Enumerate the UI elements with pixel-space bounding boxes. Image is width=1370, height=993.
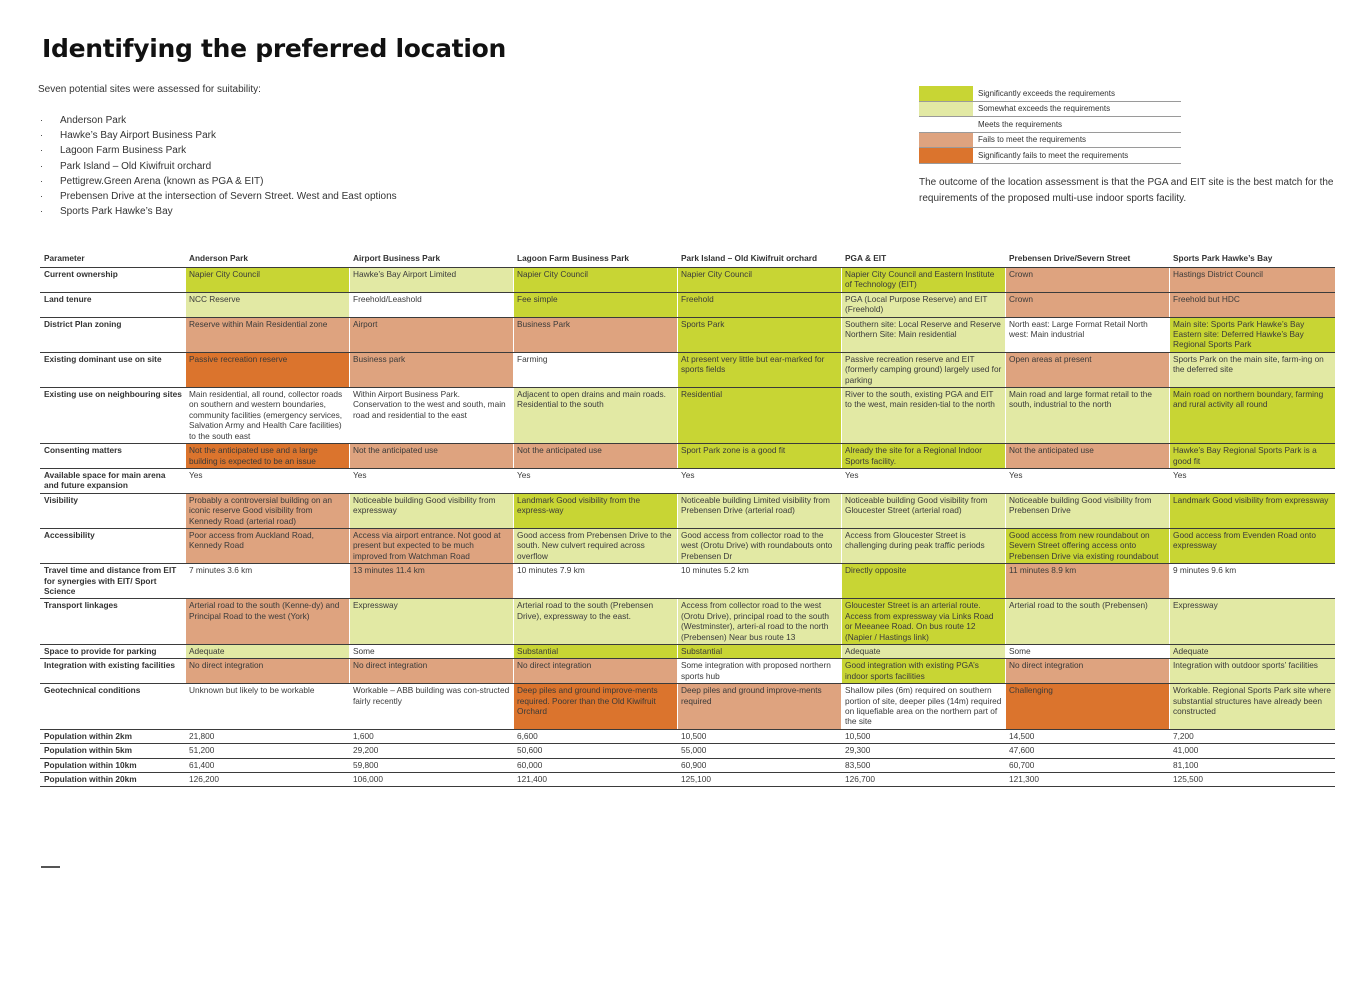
legend-swatch xyxy=(919,101,973,117)
assessment-cell: Shallow piles (6m) required on southern portion of site, deeper piles (14m) required on liquefiable area on the northern part of the site xyxy=(842,684,1006,730)
assessment-cell: 13 minutes 11.4 km xyxy=(350,564,514,599)
assessment-cell: PGA (Local Purpose Reserve) and EIT (Freehold) xyxy=(842,292,1006,317)
assessment-cell: 7,200 xyxy=(1170,729,1335,743)
parameter-cell: Existing use on neighbouring sites xyxy=(41,388,186,444)
assessment-cell: Adequate xyxy=(1170,645,1335,659)
footer-rule xyxy=(41,866,60,868)
header-parameter: Parameter xyxy=(41,250,186,268)
legend-swatch xyxy=(919,132,973,148)
parameter-cell: Space to provide for parking xyxy=(41,645,186,659)
parameter-cell: Transport linkages xyxy=(41,599,186,645)
assessment-cell: 51,200 xyxy=(186,744,350,758)
parameter-cell: Available space for main arena and future expansion xyxy=(41,468,186,493)
site-list-item xyxy=(40,175,397,190)
assessment-cell: Hastings District Council xyxy=(1170,268,1335,293)
assessment-cell: Yes xyxy=(186,468,350,493)
header-site: Prebensen Drive/Severn Street xyxy=(1006,250,1170,268)
assessment-cell: Noticeable building Limited visibility from Prebensen Drive (arterial road) xyxy=(678,493,842,528)
legend-row xyxy=(919,148,1181,164)
assessment-cell: Arterial road to the south (Prebensen Drive), expressway to the east. xyxy=(514,599,678,645)
assessment-cell: Access from collector road to the west (Orotu Drive), principal road to the south (Westminster), arteri-al road to the north (Prebensen) Near bus route 13 xyxy=(678,599,842,645)
parameter-cell: Population within 20km xyxy=(41,773,186,787)
assessment-table xyxy=(40,250,1335,787)
assessment-cell: 50,600 xyxy=(514,744,678,758)
table-row xyxy=(41,599,1335,645)
site-list xyxy=(40,114,397,220)
legend-label: Meets the requirements xyxy=(973,117,1181,133)
assessment-cell: No direct integration xyxy=(350,659,514,684)
assessment-cell: Sport Park zone is a good fit xyxy=(678,444,842,469)
assessment-cell: At present very little but ear-marked for sports fields xyxy=(678,352,842,387)
assessment-cell: Main site: Sports Park Hawke’s Bay Eastern site: Deferred Hawke’s Bay Regional Sports Park xyxy=(1170,317,1335,352)
assessment-cell: Freehold xyxy=(678,292,842,317)
assessment-cell: Arterial road to the south (Prebensen) xyxy=(1006,599,1170,645)
assessment-cell: Directly opposite xyxy=(842,564,1006,599)
assessment-cell: Workable. Regional Sports Park site where substantial structures have already been constructed xyxy=(1170,684,1335,730)
assessment-cell: Adequate xyxy=(842,645,1006,659)
assessment-cell: Passive recreation reserve and EIT (formerly camping ground) largely used for parking xyxy=(842,352,1006,387)
assessment-cell: Good access from new roundabout on Severn Street offering access onto Prebensen Drive via existing roundabout xyxy=(1006,528,1170,563)
assessment-cell: Southern site: Local Reserve and Reserve Northern Site: Main residential xyxy=(842,317,1006,352)
assessment-cell: Some xyxy=(350,645,514,659)
assessment-cell: Main residential, all round, collector roads on southern and western boundaries, community facilities (emergency services, Salvation Army and Health Care facilities) to the south east xyxy=(186,388,350,444)
parameter-cell: Consenting matters xyxy=(41,444,186,469)
assessment-cell: Yes xyxy=(842,468,1006,493)
assessment-cell: 126,700 xyxy=(842,773,1006,787)
table-row xyxy=(41,645,1335,659)
assessment-cell: Gloucester Street is an arterial route. Access from expressway via Links Road or Meeanee Road. On bus route 12 (Napier / Hastings link) xyxy=(842,599,1006,645)
parameter-cell: Existing dominant use on site xyxy=(41,352,186,387)
assessment-cell: Not the anticipated use xyxy=(350,444,514,469)
site-name: Park Island – Old Kiwifruit orchard xyxy=(60,160,212,172)
legend-row xyxy=(919,86,1181,101)
legend-swatch xyxy=(919,117,973,133)
assessment-cell: Yes xyxy=(1170,468,1335,493)
assessment-cell: Sports Park on the main site, farm-ing on the deferred site xyxy=(1170,352,1335,387)
bullet-mark: · xyxy=(40,190,43,201)
assessment-cell: 55,000 xyxy=(678,744,842,758)
assessment-cell: Workable – ABB building was con-structed fairly recently xyxy=(350,684,514,730)
assessment-cell: Substantial xyxy=(678,645,842,659)
legend-row xyxy=(919,117,1181,133)
table-row xyxy=(41,292,1335,317)
assessment-cell: 9 minutes 9.6 km xyxy=(1170,564,1335,599)
assessment-cell: Fee simple xyxy=(514,292,678,317)
assessment-cell: Adequate xyxy=(186,645,350,659)
assessment-cell: Sports Park xyxy=(678,317,842,352)
assessment-cell: 29,200 xyxy=(350,744,514,758)
assessment-cell: Access via airport entrance. Not good at present but expected to be much improved from Watchman Road xyxy=(350,528,514,563)
assessment-cell: 121,300 xyxy=(1006,773,1170,787)
site-name: Prebensen Drive at the intersection of Severn Street. West and East options xyxy=(60,190,397,202)
assessment-cell: Airport xyxy=(350,317,514,352)
outcome-text: The outcome of the location assessment is that the PGA and EIT site is the best match for the requirements of the proposed multi-use indoor sports facility. xyxy=(919,177,1334,204)
assessment-cell: Probably a controversial building on an iconic reserve Good visibility from Kennedy Road (arterial road) xyxy=(186,493,350,528)
header-site: Park Island – Old Kiwifruit orchard xyxy=(678,250,842,268)
assessment-cell: 60,000 xyxy=(514,758,678,772)
assessment-cell: 41,000 xyxy=(1170,744,1335,758)
assessment-cell: Business park xyxy=(350,352,514,387)
assessment-cell: Crown xyxy=(1006,292,1170,317)
assessment-cell: 11 minutes 8.9 km xyxy=(1006,564,1170,599)
bullet-mark: · xyxy=(40,115,43,125)
bullet-mark: · xyxy=(40,160,43,171)
legend-label: Significantly exceeds the requirements xyxy=(973,86,1181,101)
parameter-cell: Travel time and distance from EIT for synergies with EIT/ Sport Science xyxy=(41,564,186,599)
site-list-item xyxy=(40,205,397,220)
assessment-cell: Freehold but HDC xyxy=(1170,292,1335,317)
assessment-cell: 61,400 xyxy=(186,758,350,772)
header-site: Airport Business Park xyxy=(350,250,514,268)
assessment-cell: Farming xyxy=(514,352,678,387)
assessment-cell: 10 minutes 5.2 km xyxy=(678,564,842,599)
assessment-cell: Napier City Council xyxy=(514,268,678,293)
legend-label: Fails to meet the requirements xyxy=(973,132,1181,148)
parameter-cell: Geotechnical conditions xyxy=(41,684,186,730)
assessment-cell: No direct integration xyxy=(1006,659,1170,684)
assessment-cell: Expressway xyxy=(350,599,514,645)
assessment-cell: Good access from Evenden Road onto expressway xyxy=(1170,528,1335,563)
assessment-cell: 10,500 xyxy=(678,729,842,743)
table-row xyxy=(41,564,1335,599)
assessment-cell: Landmark Good visibility from expressway xyxy=(1170,493,1335,528)
assessment-cell: 83,500 xyxy=(842,758,1006,772)
assessment-cell: Good integration with existing PGA’s indoor sports facilities xyxy=(842,659,1006,684)
rating-legend xyxy=(919,86,1181,164)
header-site: Lagoon Farm Business Park xyxy=(514,250,678,268)
parameter-cell: Population within 5km xyxy=(41,744,186,758)
site-list-item xyxy=(40,114,397,129)
assessment-cell: Crown xyxy=(1006,268,1170,293)
parameter-cell: Integration with existing facilities xyxy=(41,659,186,684)
assessment-cell: 125,100 xyxy=(678,773,842,787)
assessment-cell: Freehold/Leashold xyxy=(350,292,514,317)
legend-label: Significantly fails to meet the requirements xyxy=(973,148,1181,164)
assessment-cell: 81,100 xyxy=(1170,758,1335,772)
assessment-cell: No direct integration xyxy=(186,659,350,684)
bullet-mark: · xyxy=(40,145,43,156)
parameter-cell: Population within 2km xyxy=(41,729,186,743)
assessment-cell: 21,800 xyxy=(186,729,350,743)
bullet-mark: · xyxy=(40,130,43,141)
assessment-cell: 60,900 xyxy=(678,758,842,772)
table-row xyxy=(41,444,1335,469)
site-name: Hawke’s Bay Airport Business Park xyxy=(60,130,216,142)
assessment-cell: Expressway xyxy=(1170,599,1335,645)
assessment-cell: Access from Gloucester Street is challenging during peak traffic periods xyxy=(842,528,1006,563)
assessment-cell: Yes xyxy=(350,468,514,493)
site-list-item xyxy=(40,190,397,205)
legend-row xyxy=(919,101,1181,117)
table-row xyxy=(41,659,1335,684)
table-row xyxy=(41,528,1335,563)
assessment-cell: Napier City Council xyxy=(186,268,350,293)
assessment-cell: Not the anticipated use and a large building is expected to be an issue xyxy=(186,444,350,469)
table-row xyxy=(41,684,1335,730)
site-name: Pettigrew.Green Arena (known as PGA & EIT) xyxy=(60,175,264,187)
assessment-cell: Noticeable building Good visibility from Prebensen Drive xyxy=(1006,493,1170,528)
header-site: Anderson Park xyxy=(186,250,350,268)
parameter-cell: Land tenure xyxy=(41,292,186,317)
assessment-cell: Business Park xyxy=(514,317,678,352)
assessment-cell: 47,600 xyxy=(1006,744,1170,758)
assessment-cell: Hawke’s Bay Regional Sports Park is a good fit xyxy=(1170,444,1335,469)
assessment-cell: Good access from Prebensen Drive to the south. New culvert required across overflow xyxy=(514,528,678,563)
table-row xyxy=(41,493,1335,528)
assessment-cell: Hawke’s Bay Airport Limited xyxy=(350,268,514,293)
assessment-cell: Yes xyxy=(514,468,678,493)
assessment-cell: Residential xyxy=(678,388,842,444)
parameter-cell: District Plan zoning xyxy=(41,317,186,352)
parameter-cell: Accessibility xyxy=(41,528,186,563)
assessment-cell: Poor access from Auckland Road, Kennedy Road xyxy=(186,528,350,563)
legend-swatch xyxy=(919,148,973,164)
assessment-cell: Not the anticipated use xyxy=(514,444,678,469)
assessment-cell: Main road and large format retail to the south, industrial to the north xyxy=(1006,388,1170,444)
site-list-item xyxy=(40,144,397,159)
assessment-cell: 14,500 xyxy=(1006,729,1170,743)
legend-swatch xyxy=(919,86,973,101)
bullet-mark: · xyxy=(40,206,43,217)
table-row xyxy=(41,388,1335,444)
assessment-cell: Challenging xyxy=(1006,684,1170,730)
assessment-cell: Adjacent to open drains and main roads. Residential to the south xyxy=(514,388,678,444)
assessment-cell: Landmark Good visibility from the express-way xyxy=(514,493,678,528)
assessment-cell: Already the site for a Regional Indoor Sports facility. xyxy=(842,444,1006,469)
assessment-cell: Napier City Council and Eastern Institute of Technology (EIT) xyxy=(842,268,1006,293)
assessment-cell: Yes xyxy=(1006,468,1170,493)
assessment-cell: Main road on northern boundary, farming and rural activity all round xyxy=(1170,388,1335,444)
parameter-cell: Visibility xyxy=(41,493,186,528)
assessment-cell: 60,700 xyxy=(1006,758,1170,772)
assessment-cell: Good access from collector road to the west (Orotu Drive) with roundabouts onto Prebensen Dr xyxy=(678,528,842,563)
assessment-cell: North east: Large Format Retail North west: Main industrial xyxy=(1006,317,1170,352)
assessment-cell: 1,600 xyxy=(350,729,514,743)
header-site: PGA & EIT xyxy=(842,250,1006,268)
table-row xyxy=(41,317,1335,352)
assessment-cell: Some xyxy=(1006,645,1170,659)
assessment-cell: 6,600 xyxy=(514,729,678,743)
site-list-item xyxy=(40,129,397,144)
parameter-cell: Population within 10km xyxy=(41,758,186,772)
assessment-cell: Deep piles and ground improve-ments required. Poorer than the Old Kiwifruit Orchard xyxy=(514,684,678,730)
assessment-cell: 29,300 xyxy=(842,744,1006,758)
assessment-cell: 10 minutes 7.9 km xyxy=(514,564,678,599)
assessment-cell: Noticeable building Good visibility from Gloucester Street (arterial road) xyxy=(842,493,1006,528)
assessment-cell: Open areas at present xyxy=(1006,352,1170,387)
assessment-cell: Yes xyxy=(678,468,842,493)
intro-text: Seven potential sites were assessed for suitability: xyxy=(38,84,261,95)
site-name: Sports Park Hawke’s Bay xyxy=(60,206,173,218)
assessment-cell: Integration with outdoor sports’ facilities xyxy=(1170,659,1335,684)
assessment-cell: No direct integration xyxy=(514,659,678,684)
assessment-cell: 125,500 xyxy=(1170,773,1335,787)
assessment-cell: 121,400 xyxy=(514,773,678,787)
assessment-cell: NCC Reserve xyxy=(186,292,350,317)
assessment-cell: Within Airport Business Park. Conservation to the west and south, main road and residential to the east xyxy=(350,388,514,444)
site-name: Lagoon Farm Business Park xyxy=(60,145,187,157)
parameter-cell: Current ownership xyxy=(41,268,186,293)
assessment-cell: Noticeable building Good visibility from expressway xyxy=(350,493,514,528)
assessment-cell: Arterial road to the south (Kenne-dy) and Principal Road to the west (York) xyxy=(186,599,350,645)
assessment-cell: 106,000 xyxy=(350,773,514,787)
legend-row xyxy=(919,132,1181,148)
table-row xyxy=(41,268,1335,293)
table-row xyxy=(41,729,1335,743)
legend-label: Somewhat exceeds the requirements xyxy=(973,101,1181,117)
page-title: Identifying the preferred location xyxy=(42,34,506,63)
bullet-mark: · xyxy=(40,175,43,186)
table-row xyxy=(41,352,1335,387)
table-row xyxy=(41,773,1335,787)
table-row xyxy=(41,468,1335,493)
assessment-cell: River to the south, existing PGA and EIT to the west, main residen-tial to the north xyxy=(842,388,1006,444)
assessment-cell: Unknown but likely to be workable xyxy=(186,684,350,730)
table-row xyxy=(41,758,1335,772)
assessment-cell: Substantial xyxy=(514,645,678,659)
assessment-cell: 7 minutes 3.6 km xyxy=(186,564,350,599)
site-name: Anderson Park xyxy=(60,115,127,126)
site-list-item xyxy=(40,160,397,175)
assessment-cell: 10,500 xyxy=(842,729,1006,743)
header-site: Sports Park Hawke’s Bay xyxy=(1170,250,1335,268)
assessment-cell: Some integration with proposed northern sports hub xyxy=(678,659,842,684)
assessment-cell: 126,200 xyxy=(186,773,350,787)
assessment-cell: Napier City Council xyxy=(678,268,842,293)
assessment-cell: 59,800 xyxy=(350,758,514,772)
table-row xyxy=(41,744,1335,758)
assessment-cell: Deep piles and ground improve-ments required xyxy=(678,684,842,730)
assessment-cell: Not the anticipated use xyxy=(1006,444,1170,469)
assessment-cell: Reserve within Main Residential zone xyxy=(186,317,350,352)
assessment-cell: Passive recreation reserve xyxy=(186,352,350,387)
